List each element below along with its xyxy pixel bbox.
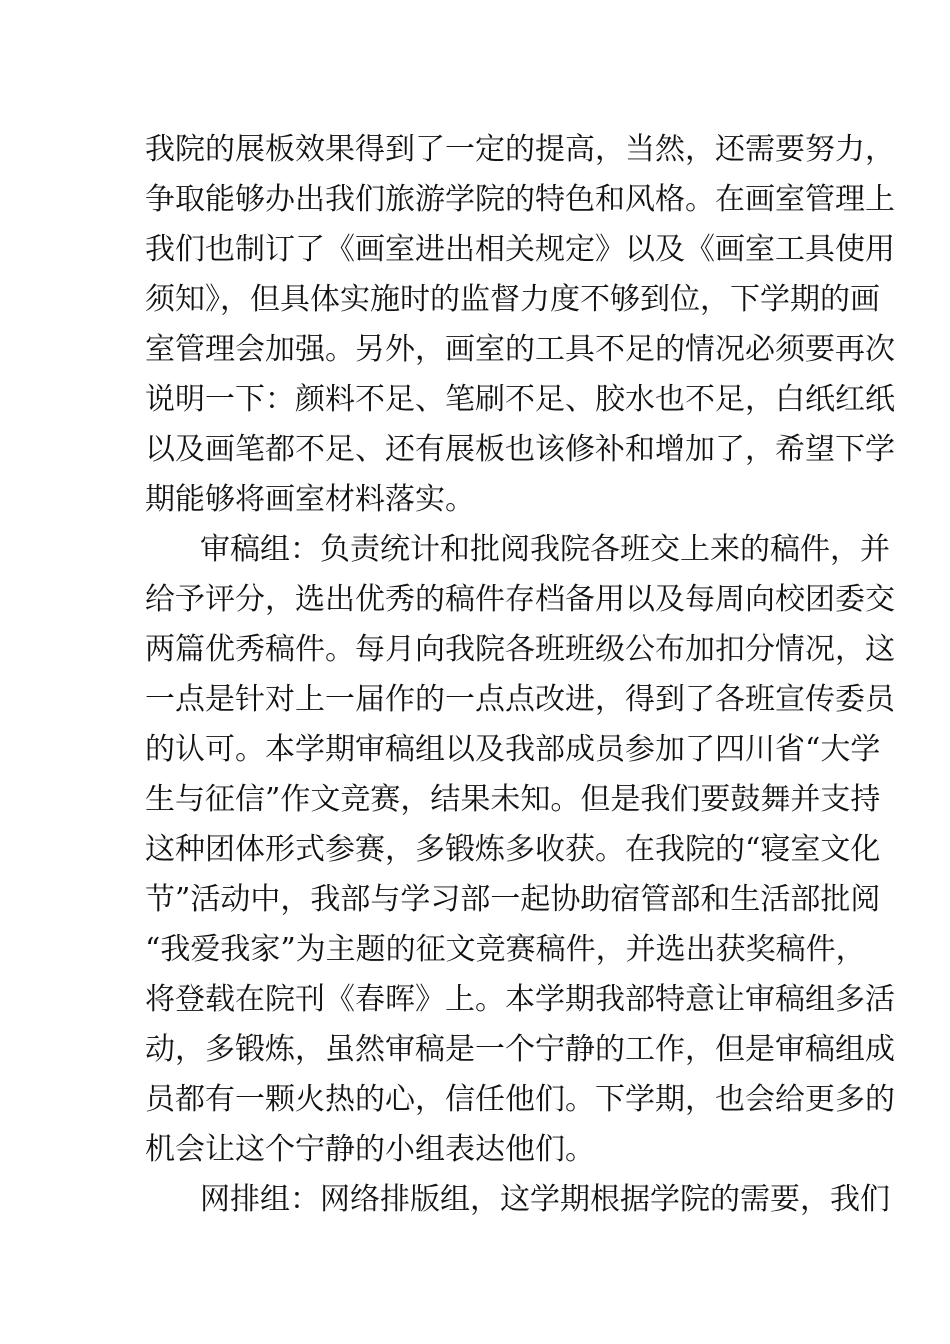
text-line: 节”活动中，我部与学习部一起协助宿管部和生活部批阅	[145, 882, 881, 917]
paragraph-start-line: 审稿组：负责统计和批阅我院各班交上来的稿件，并	[200, 532, 890, 567]
text-line: 这种团体形式参赛，多锻炼多收获。在我院的“寝室文化	[145, 832, 881, 867]
text-line: 一点是针对上一届作的一点点改进，得到了各班宣传委员	[145, 682, 895, 717]
text-line: 员都有一颗火热的心，信任他们。下学期，也会给更多的	[145, 1082, 895, 1117]
text-line: 期能够将画室材料落实。	[145, 482, 475, 517]
text-line: 两篇优秀稿件。每月向我院各班班级公布加扣分情况，这	[145, 632, 895, 667]
text-line: 室管理会加强。另外，画室的工具不足的情况必须要再次	[145, 332, 895, 367]
text-line: 须知》，但具体实施时的监督力度不够到位，下学期的画	[145, 282, 880, 317]
text-line: 争取能够办出我们旅游学院的特色和风格。在画室管理上	[145, 182, 895, 217]
text-line: 以及画笔都不足、还有展板也该修补和增加了，希望下学	[145, 432, 895, 467]
text-line: “我爱我家”为主题的征文竞赛稿件，并选出获奖稿件，	[145, 932, 866, 967]
paragraph-start-line: 网排组：网络排版组，这学期根据学院的需要，我们	[200, 1182, 890, 1217]
text-line: 说明一下：颜料不足、笔刷不足、胶水也不足，白纸红纸	[145, 382, 895, 417]
text-line: 机会让这个宁静的小组表达他们。	[145, 1132, 595, 1167]
text-line: 动，多锻炼，虽然审稿是一个宁静的工作，但是审稿组成	[145, 1032, 895, 1067]
text-line: 给予评分，选出优秀的稿件存档备用以及每周向校团委交	[145, 582, 895, 617]
text-line: 的认可。本学期审稿组以及我部成员参加了四川省“大学	[145, 732, 881, 767]
text-line: 将登载在院刊《春晖》上。本学期我部特意让审稿组多活	[145, 982, 895, 1017]
text-line: 我们也制订了《画室进出相关规定》以及《画室工具使用	[145, 232, 895, 267]
text-line: 我院的展板效果得到了一定的提高，当然，还需要努力，	[145, 132, 895, 167]
text-line: 生与征信”作文竞赛，结果未知。但是我们要鼓舞并支持	[145, 782, 881, 817]
